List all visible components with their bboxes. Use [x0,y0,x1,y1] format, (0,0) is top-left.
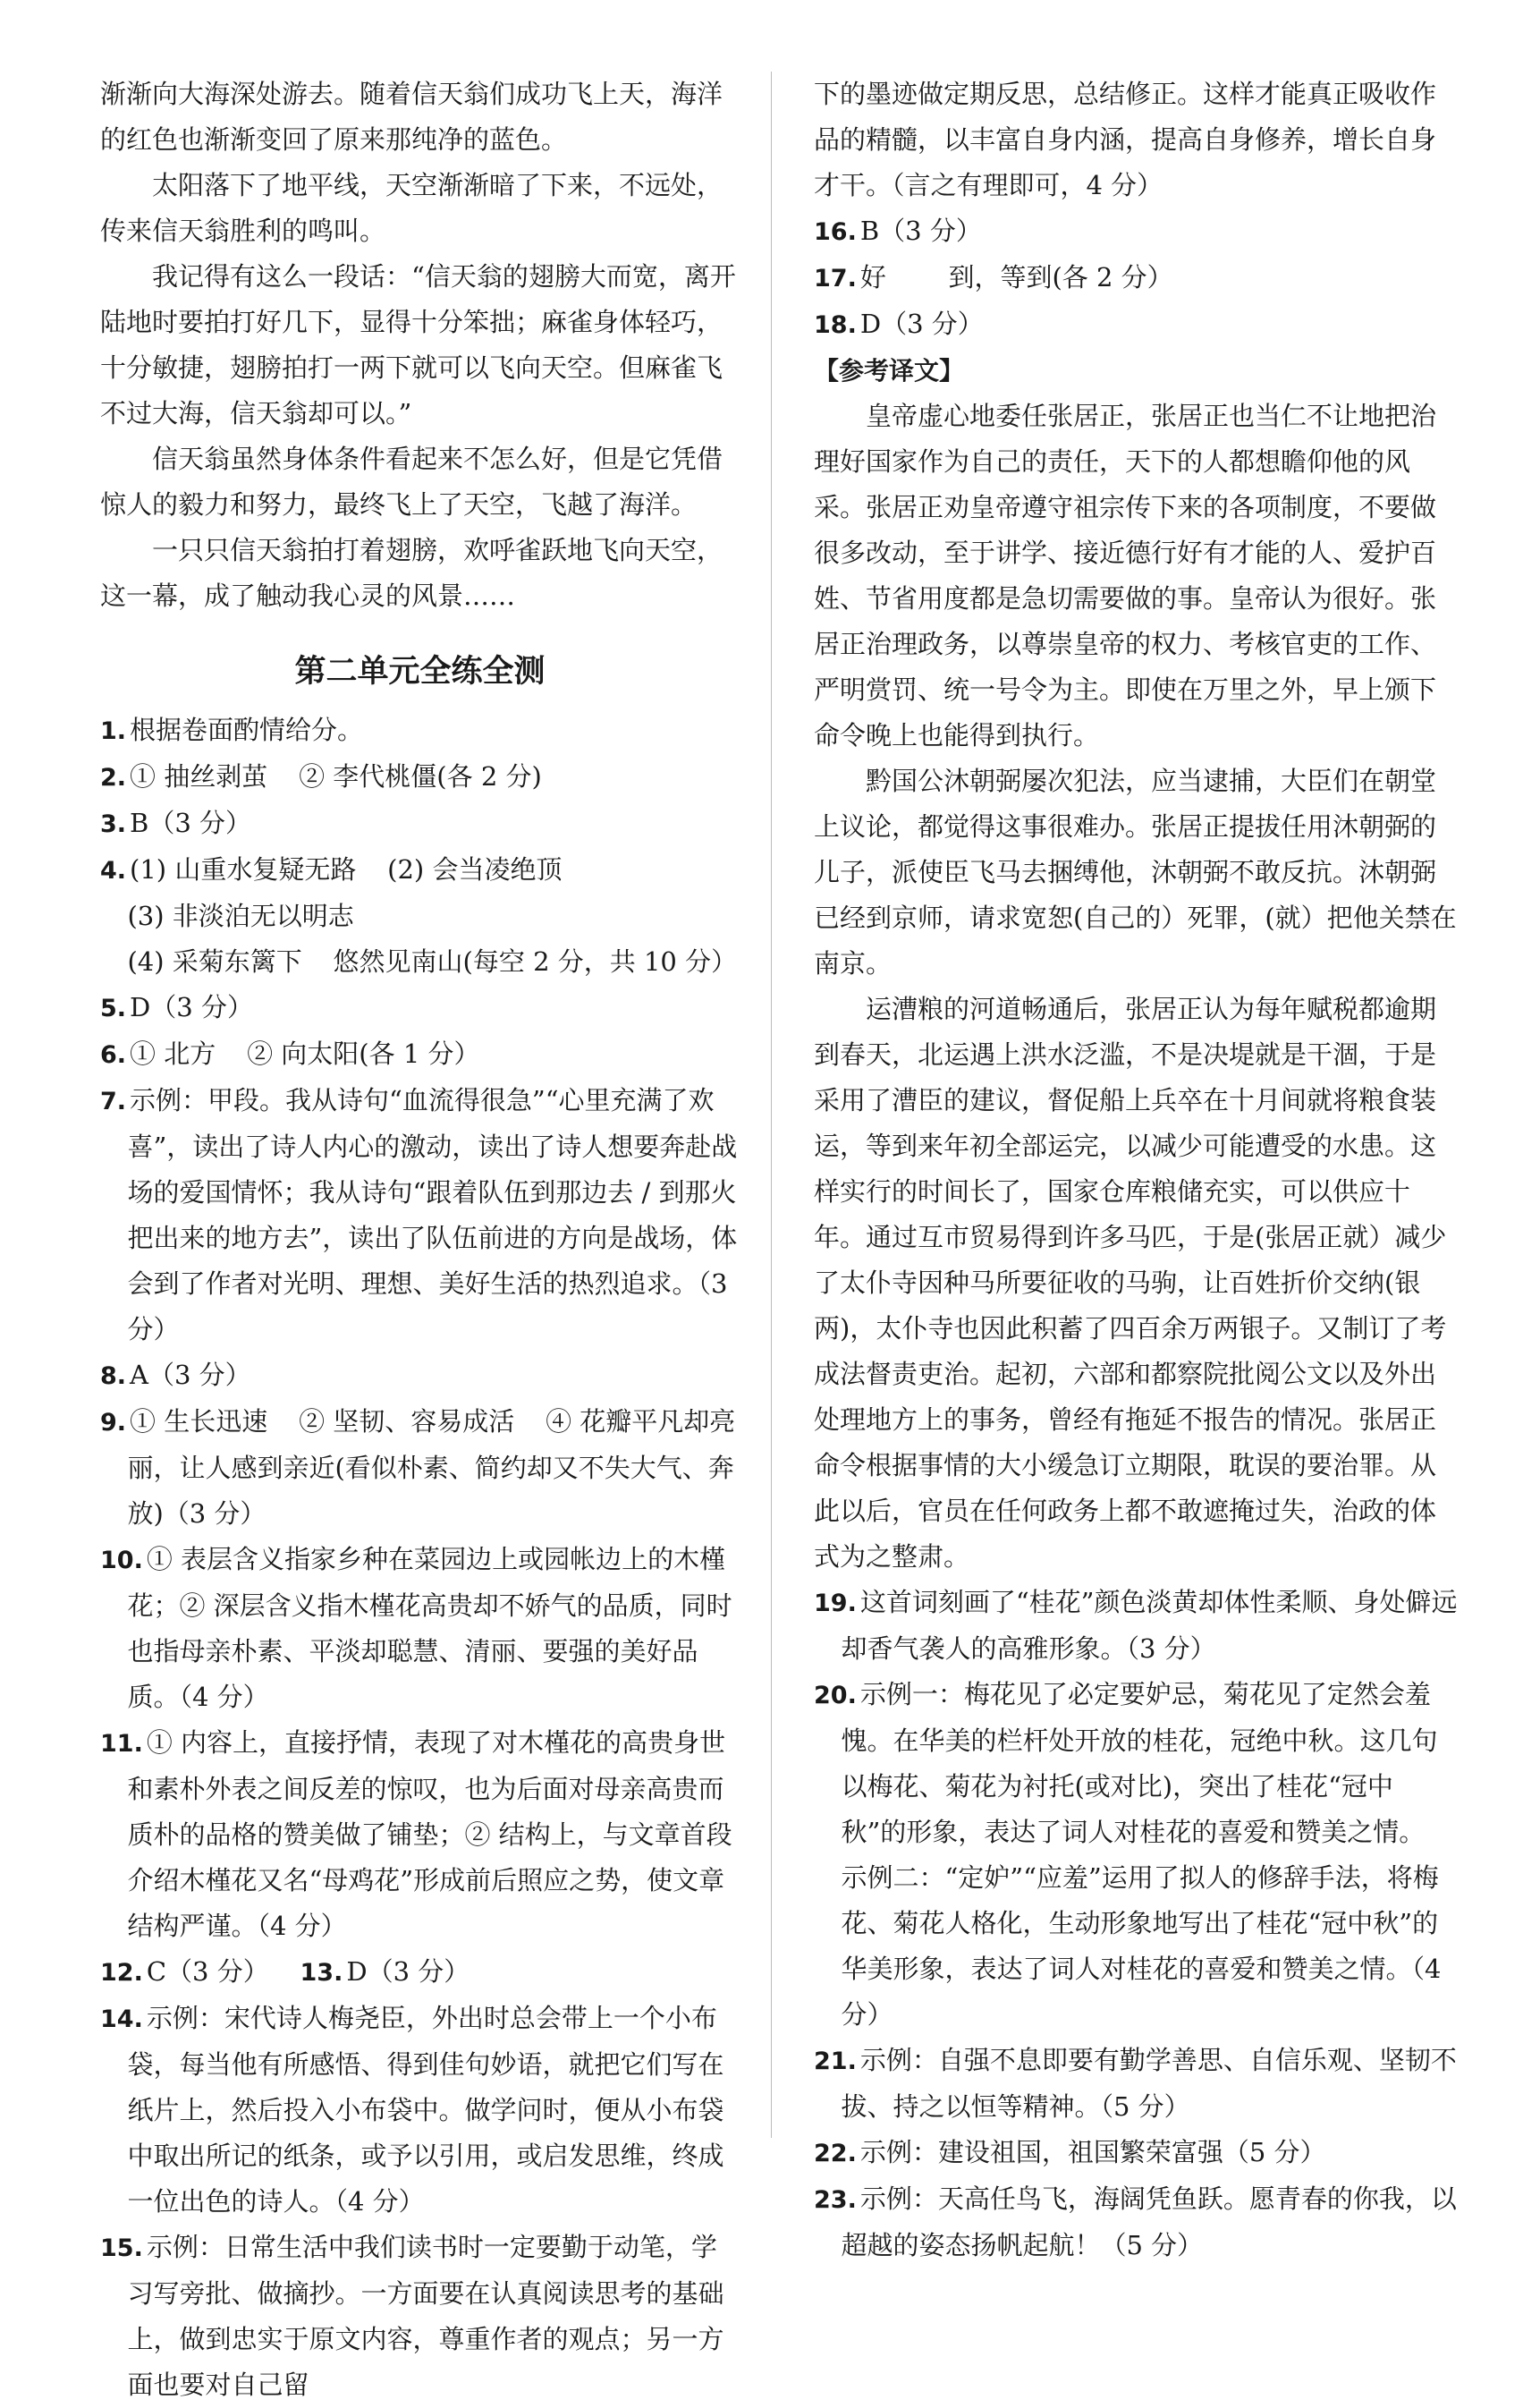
answer-text: ② 向太阳(各 1 分） [247,1039,480,1069]
answer-number: 15. [100,2234,143,2262]
answer-text: ① 内容上，直接抒情，表现了对木槿花的高贵身世和素朴外表之间反差的惊叹，也为后面对母亲高贵而质朴的品格的赞美做了铺垫；② 结构上，与文章首段介绍木槿花又名“母鸡花”形成前后照应之势，使文章结构严谨。（4 分） [127,1727,732,1941]
answer-number: 5. [100,995,127,1022]
answer-text: D（3 分） [346,1956,470,1987]
answer-text: 到，等到(各 2 分） [948,262,1173,293]
answer-text: 好 [859,262,886,293]
answer-number: 20. [814,1682,857,1709]
answer-number: 12. [100,1959,143,1987]
answer-number: 11. [100,1730,143,1758]
left-column [100,72,740,2408]
answer-text: 这首词刻画了“桂花”颜色淡黄却体性柔顺、身处僻远却香气袭人的高雅形象。（3 分） [841,1587,1458,1664]
answer-text: D（3 分） [130,992,253,1022]
answer-text: B（3 分） [859,216,982,246]
answer-1 [100,708,740,754]
answer-number: 13. [300,1959,343,1987]
section-title: 第二单元全练全测 [294,654,546,690]
right-column [814,72,1458,2268]
answer-number: 2. [100,764,127,792]
answer-6 [100,1031,740,1078]
answer-text: ① 生长迅速 [130,1406,268,1437]
story-paragraph: 我记得有这么一段话：“信天翁的翅膀大而宽，离开陆地时要拍打好几下，显得十分笨拙；麻雀身体轻巧，十分敏捷，翅膀拍打一两下就可以飞向天空。但麻雀飞不过大海，信天翁却可以。” [100,261,736,428]
answer-text: 根据卷面酌情给分。 [130,715,364,745]
answer-14 [100,1996,740,2225]
answer-number: 17. [814,265,857,293]
answer-text: D（3 分） [859,309,984,339]
answer-text: (2) 会当凌绝顶 [387,854,563,885]
answer-number: 19. [814,1590,857,1617]
answer-23 [814,2176,1458,2268]
answer-20-example-2: 示例二：“定妒”“应羞”运用了拟人的修辞手法，将梅花、菊花人格化，生动形象地写出了桂花“冠中秋”的华美形象，表达了词人对桂花的喜爱和赞美之情。（4 分） [841,1862,1442,2030]
answer-number: 4. [100,857,127,885]
answer-7 [100,1078,740,1352]
answer-17 [814,255,1458,301]
answer-4-line [100,939,740,985]
answer-5 [100,985,740,1031]
answer-text: B（3 分） [130,808,252,838]
answer-4-line: (3) 非淡泊无以明志 [127,901,354,931]
answer-20 [814,1672,1458,1855]
story-paragraph: 渐渐向大海深处游去。随着信天翁们成功飞上天，海洋的红色也渐渐变回了原来那纯净的蓝色。 [100,79,723,155]
answer-number: 10. [100,1547,143,1574]
story-paragraph: 太阳落下了地平线，天空渐渐暗了下来，不远处，传来信天翁胜利的鸣叫。 [100,170,723,246]
answer-number: 16. [814,218,857,246]
answer-19 [814,1580,1458,1672]
answer-number: 21. [814,2048,857,2075]
answer-21 [814,2038,1458,2130]
story-paragraph: 一只只信天翁拍打着翅膀，欢呼雀跃地飞向天空，这一幕，成了触动我心灵的风景…… [100,535,723,611]
answer-text: 示例：日常生活中我们读书时一定要勤于动笔，学习写旁批、做摘抄。一方面要在认真阅读思考的基础上，做到忠实于原文内容，尊重作者的观点；另一方面也要对自己留 [127,2232,724,2400]
reference-translation-heading: 【参考译文】 [814,356,965,386]
answer-22 [814,2130,1458,2176]
answer-text: (4) 采菊东篱下 [127,946,302,977]
answer-text: 示例：自强不息即要有勤学善思、自信乐观、坚韧不拔、持之以恒等精神。（5 分） [841,2045,1457,2122]
answer-number: 22. [814,2140,857,2167]
answer-number: 7. [100,1088,127,1115]
translation-paragraph: 皇帝虚心地委任张居正，张居正也当仁不让地把治理好国家作为自己的责任，天下的人都想瞻仰他的风采。张居正劝皇帝遵守祖宗传下来的各项制度，不要做很多改动，至于讲学、接近德行好有才能的人、爱护百姓、节省用度都是急切需要做的事。皇帝认为很好。张居正治理政务，以尊崇皇帝的权力、考核官吏的工作、严明赏罚、统一号令为主。即使在万里之外，早上颁下命令晚上也能得到执行。 [814,401,1437,750]
answer-text: ① 表层含义指家乡种在菜园边上或园帐边上的木槿花；② 深层含义指木槿花高贵却不娇气的品质，同时也指母亲朴素、平淡却聪慧、清丽、要强的美好品质。（4 分） [127,1544,732,1712]
answer-10 [100,1537,740,1720]
answer-text: ① 抽丝剥茧 [130,761,268,792]
answer-number: 6. [100,1041,127,1069]
answer-number: 1. [100,717,127,745]
answer-number: 23. [814,2186,857,2214]
answer-text: A（3 分） [130,1360,251,1390]
answer-3 [100,801,740,847]
answer-11 [100,1720,740,1949]
answer-text: 示例：建设祖国，祖国繁荣富强（5 分） [859,2137,1326,2167]
answer-16 [814,208,1458,255]
answer-text: ① 北方 [130,1039,216,1069]
answer-text: (1) 山重水复疑无路 [130,854,357,885]
answer-2 [100,754,740,801]
answer-text: 示例：甲段。我从诗句“血流得很急”“心里充满了欢喜”，读出了诗人内心的激动，读出了诗人想要奔赴战场的爱国情怀；我从诗句“跟着队伍到那边去 / 到那火把出来的地方去”，读出了队伍前进的方向是战场，体会到了作者对光明、理想、美好生活的热烈追求。（3 分） [127,1085,738,1344]
translation-paragraph: 运漕粮的河道畅通后，张居正认为每年赋税都逾期到春天，北运遇上洪水泛滥，不是决堤就是干涸，于是采用了漕臣的建议，督促船上兵卒在十月间就将粮食装运，等到来年初全部运完，以减少可能遭受的水患。这样实行的时间长了，国家仓库粮储充实，可以供应十年。通过互市贸易得到许多马匹，于是(张居正就）减少了太仆寺因种马所要征收的马驹，让百姓折价交纳(银两)，太仆寺也因此积蓄了四百余万两银子。又制订了考成法督责吏治。起初，六部和都察院批阅公文以及外出处理地方上的事务，曾经有拖延不报告的情况。张居正命令根据事情的大小缓急订立期限，耽误的要治罪。从此以后，官员在任何政务上都不敢遮掩过失，治政的体式为之整肃。 [814,994,1447,1572]
answer-9 [100,1399,740,1537]
answer-8 [100,1352,740,1399]
translation-paragraph: 黔国公沐朝弼屡次犯法，应当逮捕，大臣们在朝堂上议论，都觉得这事很难办。张居正提拔任用沐朝弼的儿子，派使臣飞马去捆缚他，沐朝弼不敢反抗。沐朝弼已经到京师，请求宽恕(自己的）死罪，(就）把他关禁在南京。 [814,766,1457,979]
answer-text: 示例一：梅花见了必定要妒忌，菊花见了定然会羞愧。在华美的栏杆处开放的桂花，冠绝中秋。这几句以梅花、菊花为衬托(或对比)，突出了桂花“冠中秋”的形象，表达了词人对桂花的喜爱和赞美之情。 [841,1679,1438,1847]
answer-number: 14. [100,2005,143,2033]
answer-12-13 [100,1949,740,1996]
answer-text: C（3 分） [146,1956,269,1987]
answer-text: 悠然见南山(每空 2 分，共 10 分） [333,946,738,977]
answer-18 [814,301,1458,348]
answer-number: 9. [100,1409,127,1437]
answer-number: 3. [100,810,127,838]
answer-text: ② 李代桃僵(各 2 分) [299,761,542,792]
answer-4 [100,847,740,894]
answer-number: 18. [814,311,857,339]
answer-text: 示例：天高任鸟飞，海阔凭鱼跃。愿青春的你我，以超越的姿态扬帆起航！（5 分） [841,2183,1457,2260]
column-divider [771,72,772,2138]
answer-text: ④ 花瓣平凡却亮丽，让人感到亲近(看似朴素、简约却又不失大气、奔放)（3 分） [127,1406,736,1529]
answer-text: ② 坚韧、容易成活 [299,1406,515,1437]
answer-text: 示例：宋代诗人梅尧臣，外出时总会带上一个小布袋，每当他有所感悟、得到佳句妙语，就把它们写在纸片上，然后投入小布袋中。做学问时，便从小布袋中取出所记的纸条，或予以引用，或启发思维，终成一位出色的诗人。（4 分） [127,2003,724,2217]
answer-15-continued: 下的墨迹做定期反思，总结修正。这样才能真正吸收作品的精髓，以丰富自身内涵，提高自身修养，增长自身才干。（言之有理即可，4 分） [814,79,1437,200]
story-paragraph: 信天翁虽然身体条件看起来不怎么好，但是它凭借惊人的毅力和努力，最终飞上了天空，飞越了海洋。 [100,444,723,520]
answer-number: 8. [100,1362,127,1390]
